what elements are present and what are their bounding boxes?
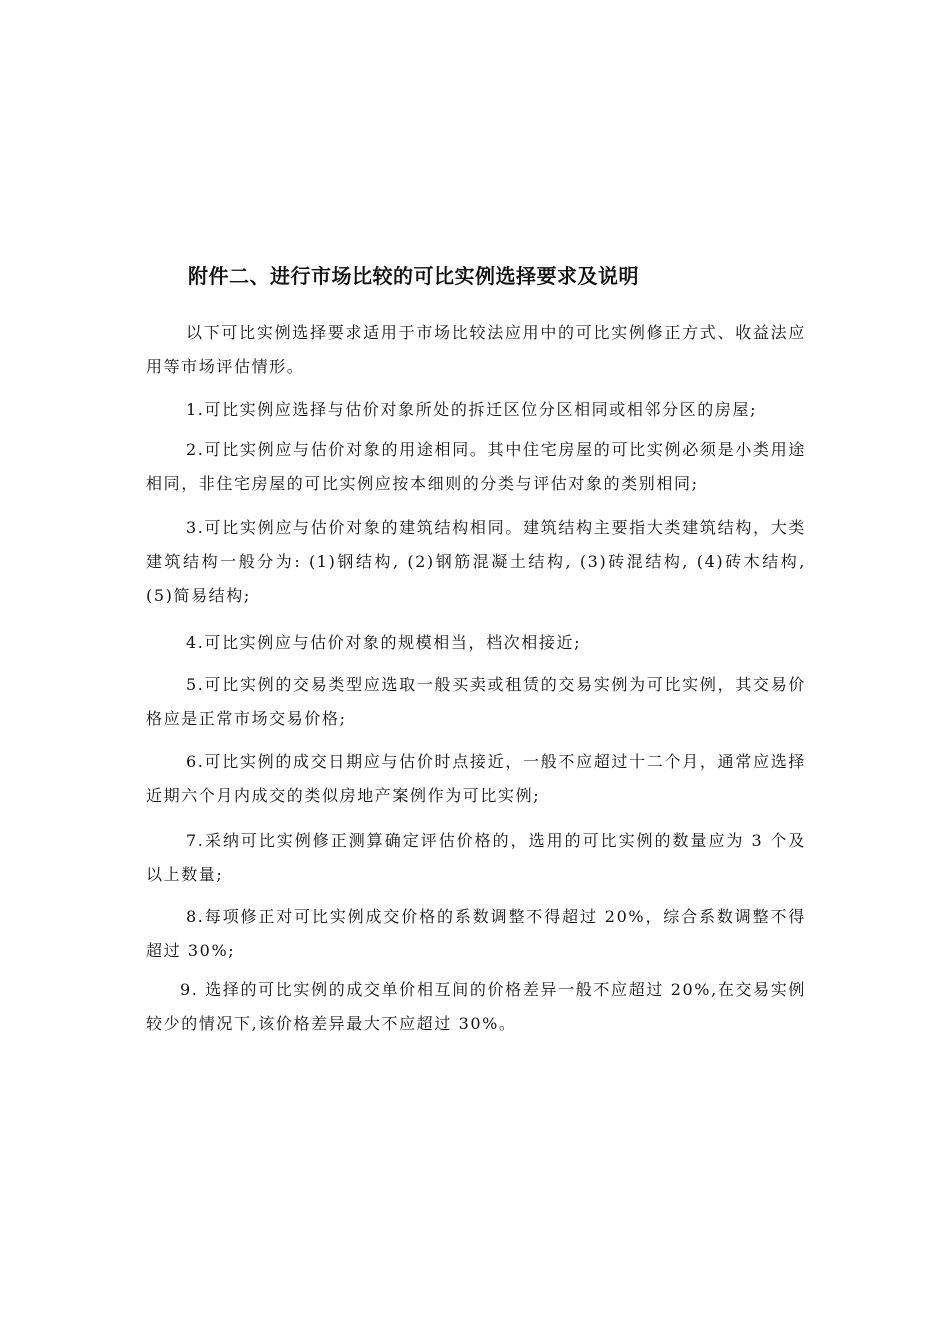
requirement-item-4: 4.可比实例应与估价对象的规模相当，档次相接近; (186, 633, 582, 652)
document-title: 附件二、进行市场比较的可比实例选择要求及说明 (188, 264, 639, 288)
requirement-item-8: 8.每项修正对可比实例成交价格的系数调整不得超过 20%，综合系数调整不得超过 30%; (146, 907, 806, 960)
requirement-item-7: 7.采纳可比实例修正测算确定评估价格的，选用的可比实例的数量应为 3 个及以上数量; (146, 831, 806, 884)
requirement-item-6: 6.可比实例的成交日期应与估价时点接近，一般不应超过十二个月，通常应选择近期六个月内成交的类似房地产案例作为可比实例; (146, 752, 806, 805)
requirement-item-1: 1.可比实例应选择与估价对象所处的拆迁区位分区相同或相邻分区的房屋; (186, 400, 758, 419)
requirement-item-9: 9. 选择的可比实例的成交单价相互间的价格差异一般不应超过 20%,在交易实例较少的情况下,该价格差异最大不应超过 30%。 (146, 980, 806, 1033)
requirement-item-3: 3.可比实例应与估价对象的建筑结构相同。建筑结构主要指大类建筑结构，大类建筑结构一般分为: (1)钢结构, (2)钢筋混凝土结构, (3)砖混结构, (4)砖木结构, (5)简易结构; (146, 518, 806, 605)
requirement-item-5: 5.可比实例的交易类型应选取一般买卖或租赁的交易实例为可比实例，其交易价格应是正常市场交易价格; (146, 675, 806, 728)
requirement-item-2: 2.可比实例应与估价对象的用途相同。其中住宅房屋的可比实例必须是小类用途相同，非住宅房屋的可比实例应按本细则的分类与评估对象的类别相同; (146, 440, 806, 493)
intro-paragraph: 以下可比实例选择要求适用于市场比较法应用中的可比实例修正方式、收益法应用等市场评估情形。 (146, 323, 806, 376)
